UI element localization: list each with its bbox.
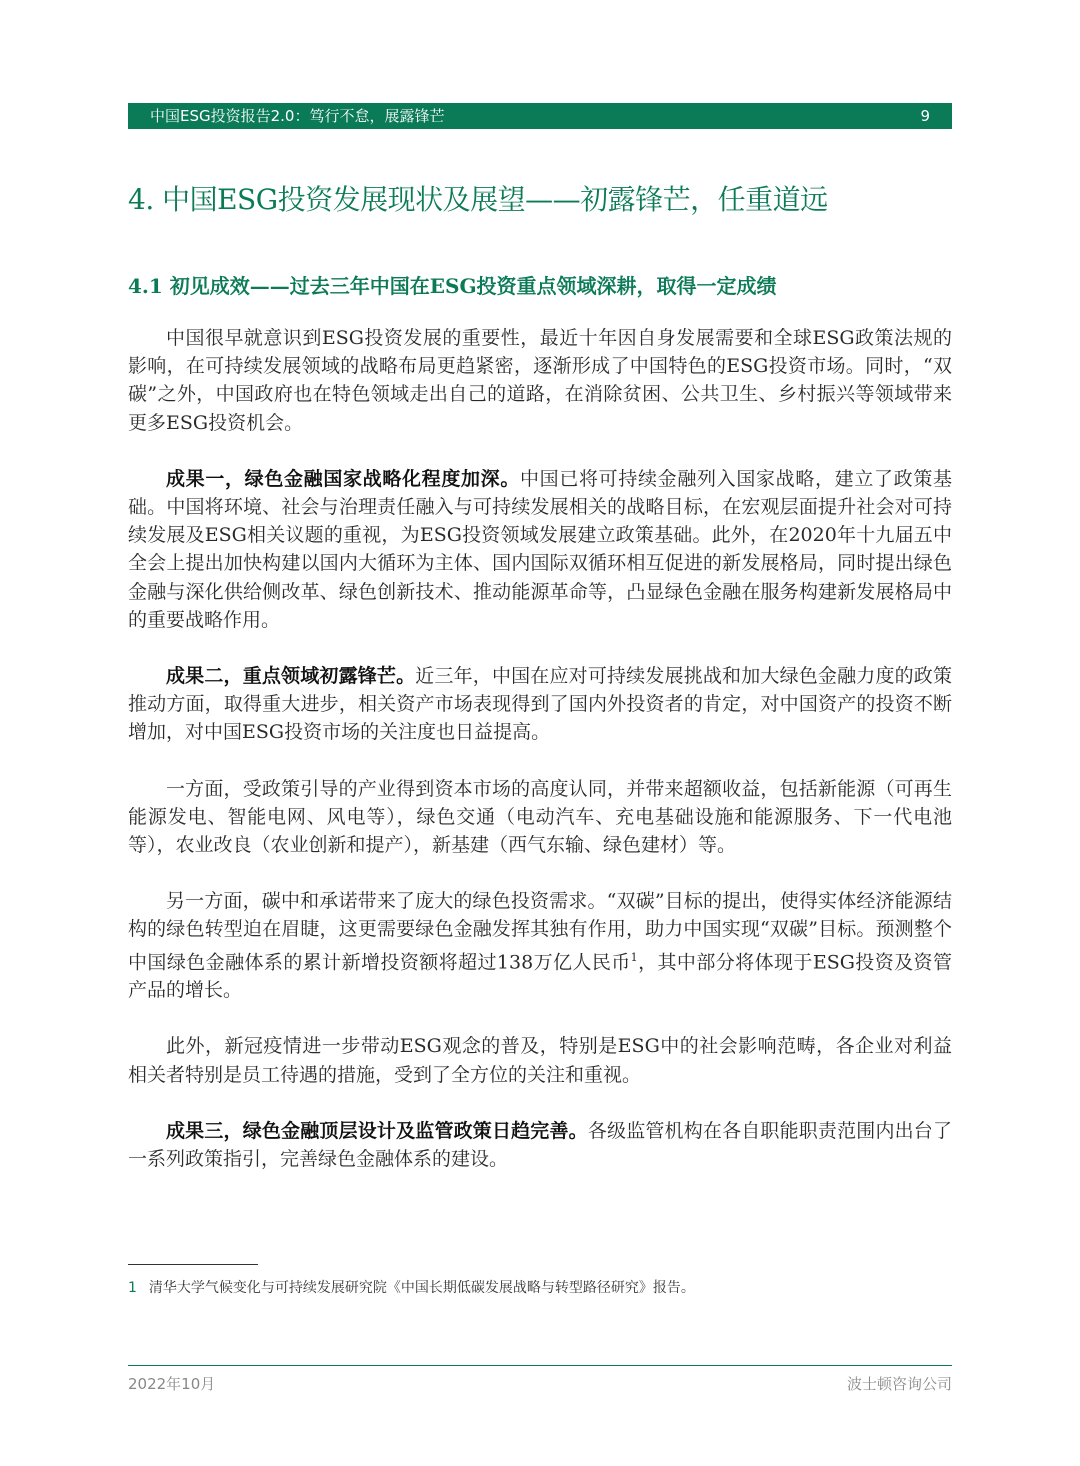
paragraph — [128, 662, 952, 747]
paragraph — [128, 775, 952, 860]
paragraph — [128, 1117, 952, 1173]
paragraph-text: 中国已将可持续金融列入国家战略，建立了政策基础。中国将环境、社会与治理责任融入与可持续发展相关的战略目标，在宏观层面提升社会对可持续发展及ESG相关议题的重视，为ESG投资领域发展建立政策基础。此外，在2020年十九届五中全会上提出加快构建以国内大循环为主体、国内国际双循环相互促进的新发展格局，同时提出绿色金融与深化供给侧改革、绿色创新技术、推动能源革命等，凸显绿色金融在服务构建新发展格局中的重要战略作用。 — [128, 467, 952, 631]
footnote-ref[interactable]: 1 — [630, 950, 638, 964]
footnote-number: 1 — [128, 1280, 137, 1296]
paragraph-text-tail: ，其中部分将体现于ESG投资及资管产品的增长。 — [128, 950, 952, 1002]
paragraph — [128, 465, 952, 634]
paragraph-text: 中国很早就意识到ESG投资发展的重要性，最近十年因自身发展需要和全球ESG政策法规的影响，在可持续发展领域的战略布局更趋紧密，逐渐形成了中国特色的ESG投资市场。同时，“双碳”之外，中国政府也在特色领域走出自己的道路，在消除贫困、公共卫生、乡村振兴等领域带来更多ESG投资机会。 — [128, 327, 952, 434]
footer-company: 波士顿咨询公司 — [846, 1375, 952, 1393]
running-header — [128, 103, 952, 129]
paragraph-text: 另一方面，碳中和承诺带来了庞大的绿色投资需求。“双碳”目标的提出，使得实体经济能源结构的绿色转型迫在眉睫，这更需要绿色金融发挥其独有作用，助力中国实现“双碳”目标。预测整个中国绿色金融体系的累计新增投资额将超过138万亿人民币 — [128, 890, 952, 973]
paragraph-lead: 成果三，绿色金融顶层设计及监管政策日趋完善。 — [166, 1119, 588, 1142]
paragraph-text: 此外，新冠疫情进一步带动ESG观念的普及，特别是ESG中的社会影响范畴，各企业对利益相关者特别是员工待遇的措施，受到了全方位的关注和重视。 — [128, 1035, 952, 1086]
paragraph-lead: 成果一，绿色金融国家战略化程度加深。 — [166, 467, 520, 490]
paragraph — [128, 887, 952, 1004]
page-number: 9 — [920, 107, 930, 125]
report-title: 中国ESG投资报告2.0：笃行不怠，展露锋芒 — [150, 107, 445, 125]
paragraph — [128, 324, 952, 437]
body-text — [128, 324, 952, 1201]
footnote-divider — [128, 1264, 258, 1265]
paragraph-text: 一方面，受政策引导的产业得到资本市场的高度认同，并带来超额收益，包括新能源（可再生能源发电、智能电网、风电等），绿色交通（电动汽车、充电基础设施和能源服务、下一代电池等），农业改良（农业创新和提产），新基建（西气东输、绿色建材）等。 — [128, 777, 952, 857]
subsection-title: 4.1 初见成效——过去三年中国在ESG投资重点领域深耕，取得一定成绩 — [128, 274, 777, 298]
footnote — [128, 1277, 695, 1297]
footer-divider — [128, 1365, 952, 1366]
paragraph-lead: 成果二，重点领域初露锋芒。 — [166, 665, 416, 688]
footer-date: 2022年10月 — [128, 1375, 216, 1393]
section-title: 4. 中国ESG投资发展现状及展望——初露锋芒，任重道远 — [128, 183, 828, 216]
paragraph-text: 各级监管机构在各自职能职责范围内出台了一系列政策指引，完善绿色金融体系的建设。 — [128, 1119, 952, 1170]
footnote-text: 清华大学气候变化与可持续发展研究院《中国长期低碳发展战略与转型路径研究》报告。 — [148, 1280, 695, 1296]
paragraph-text: 近三年，中国在应对可持续发展挑战和加大绿色金融力度的政策推动方面，取得重大进步，相关资产市场表现得到了国内外投资者的肯定，对中国资产的投资不断增加，对中国ESG投资市场的关注度也日益提高。 — [128, 665, 952, 744]
paragraph — [128, 1032, 952, 1088]
